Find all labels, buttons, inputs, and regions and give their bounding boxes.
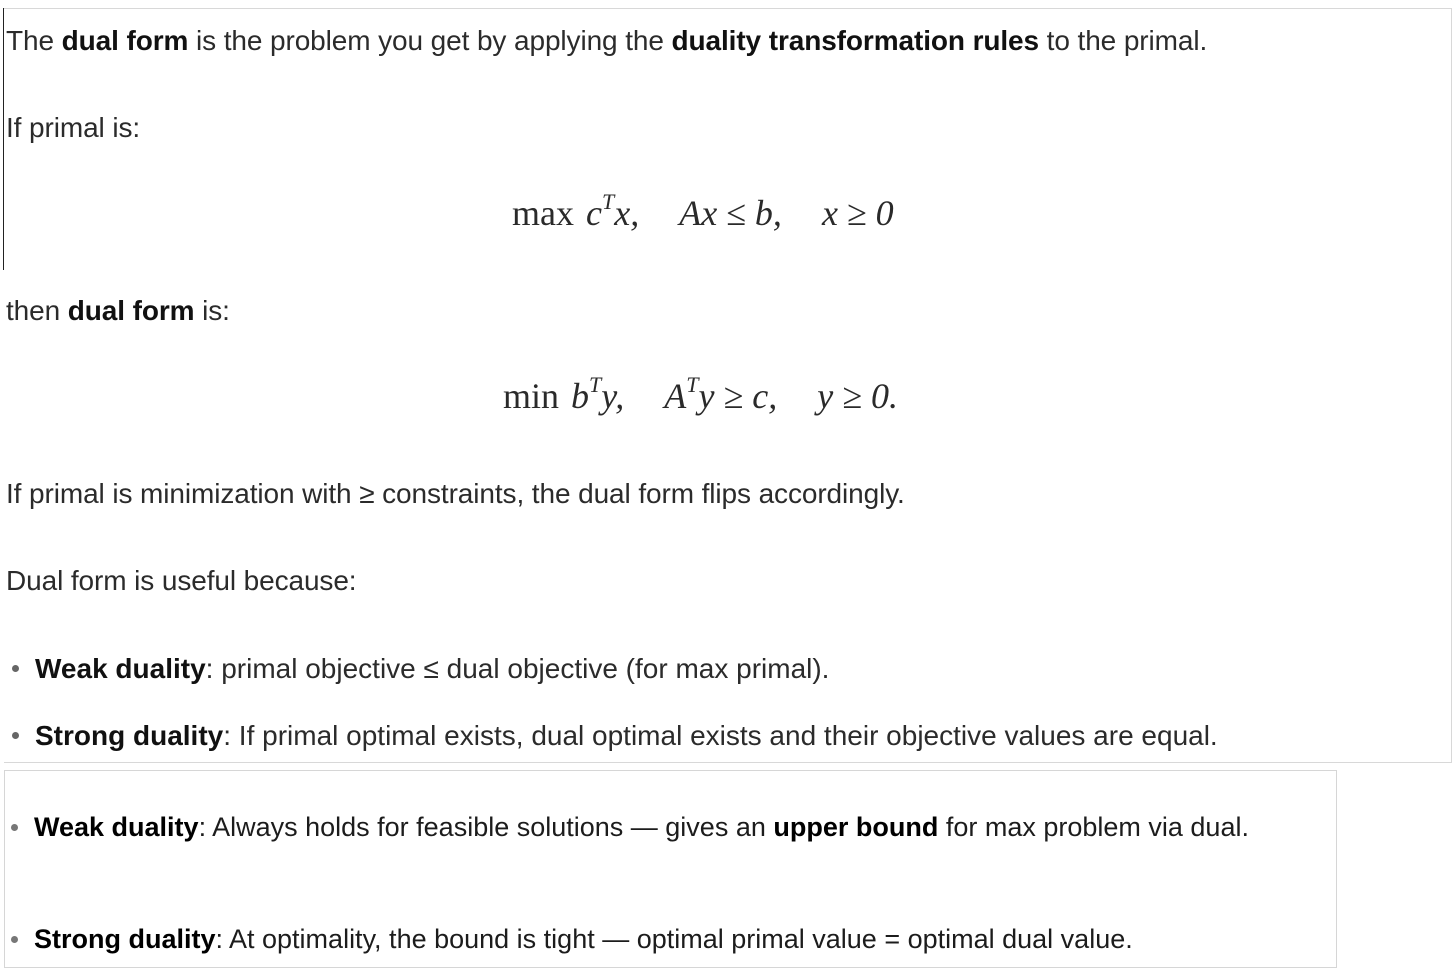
bottom-strong-bold: Strong duality: [34, 924, 216, 954]
top-bullet-strong-bold: Strong duality: [35, 720, 224, 751]
top-bullet-strong-text: : If primal optimal exists, dual optimal exists and their objective values are equal.: [223, 720, 1218, 751]
flip-note: If primal is minimization with ≥ constraints, the dual form flips accordingly.: [6, 478, 905, 509]
dual-label-post: is:: [194, 295, 230, 326]
useful-label: Dual form is useful because:: [6, 565, 357, 596]
intro-bold-duality-rules: duality transformation rules: [671, 25, 1039, 56]
bullet-dot: [11, 824, 18, 831]
intro-bold-dual-form: dual form: [61, 25, 189, 56]
bottom-bullet-weak-duality: [5, 802, 1324, 852]
intro-paragraph: [6, 23, 1207, 59]
primal-equation: [512, 189, 894, 234]
intro-pre: The: [6, 25, 62, 56]
primal-obj-op: max: [512, 193, 574, 233]
bottom-weak-upper-bound: upper bound: [773, 812, 939, 842]
dual-constraint-1-sup: T: [686, 372, 699, 397]
top-bullet-weak-duality: [4, 651, 829, 687]
dual-constraint-1-a: A: [664, 376, 687, 416]
dual-label-pre: then: [6, 295, 68, 326]
dual-equation: [503, 372, 898, 417]
dual-constraint-1-b: y ≥ c,: [698, 376, 778, 416]
top-bullet-weak-text: : primal objective ≤ dual objective (for max primal).: [205, 653, 830, 684]
bottom-weak-bold: Weak duality: [34, 812, 199, 842]
primal-constraint-1: Ax ≤ b,: [679, 193, 782, 233]
dual-obj-y: y,: [601, 376, 625, 416]
bullet-dot: [12, 732, 19, 739]
top-snippet: [4, 8, 1452, 763]
bottom-strong-text1: : At optimality, the bound is tight — optimal primal value = optimal dual value.: [215, 924, 1133, 954]
bottom-bullet-strong-text: [34, 914, 1324, 964]
top-bullet-weak-bold: Weak duality: [35, 653, 206, 684]
primal-label: If primal is:: [6, 112, 141, 143]
primal-constraint-2: x ≥ 0: [821, 193, 894, 233]
bottom-weak-text2: for max problem via dual.: [938, 812, 1249, 842]
bottom-weak-text1: : Always holds for feasible solutions — gives an: [198, 812, 774, 842]
bottom-bullet-weak-text: [34, 802, 1324, 852]
bottom-bullet-strong-duality: [5, 914, 1324, 964]
dual-obj-var: b: [571, 376, 590, 416]
primal-obj-x: x,: [614, 193, 640, 233]
intro-post: to the primal.: [1039, 25, 1208, 56]
intro-mid: is the problem you get by applying the: [188, 25, 672, 56]
dual-constraint-2: y ≥ 0.: [817, 376, 898, 416]
dual-obj-op: min: [503, 376, 560, 416]
primal-obj-var: c: [585, 193, 602, 233]
bullet-dot: [12, 665, 19, 672]
dual-obj-sup: T: [589, 372, 602, 397]
dual-label: [6, 293, 230, 329]
bottom-snippet: [4, 770, 1337, 968]
primal-obj-sup: T: [601, 189, 615, 214]
top-bullet-strong-duality: [4, 718, 1218, 754]
bullet-dot: [11, 936, 18, 943]
dual-label-bold: dual form: [67, 295, 195, 326]
